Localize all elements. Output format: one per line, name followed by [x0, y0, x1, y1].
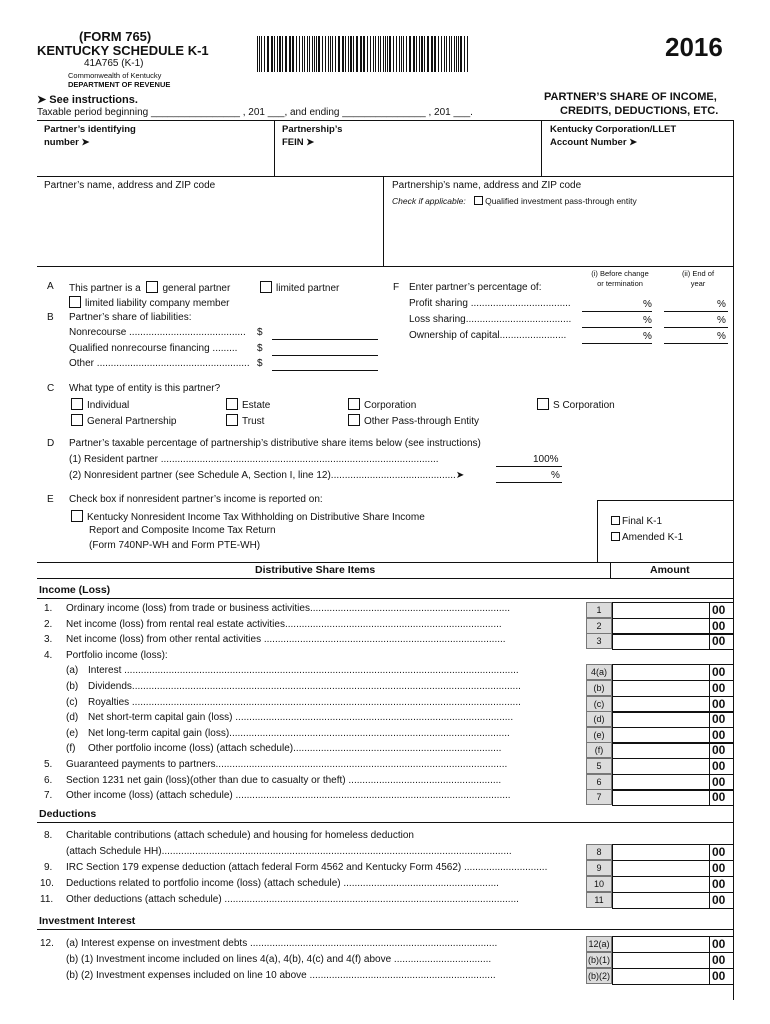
ownership-capital-label: Ownership of capital........................: [409, 330, 567, 341]
table-header-items: Distributive Share Items: [255, 564, 376, 576]
trust-checkbox[interactable]: [226, 414, 238, 426]
capital-end-input[interactable]: [664, 343, 728, 344]
line-box: 1: [586, 602, 612, 618]
form-title: KENTUCKY SCHEDULE K-1: [37, 43, 209, 58]
department-label: DEPARTMENT OF REVENUE: [68, 80, 171, 89]
llet-account-input[interactable]: [640, 137, 730, 167]
llc-member-label: limited liability company member: [85, 298, 230, 309]
corporation-checkbox[interactable]: [348, 398, 360, 410]
section-d-title: Partner’s taxable percentage of partnership’s distributive share items below (see instructions): [69, 438, 481, 449]
percent-sign: %: [643, 315, 652, 326]
section-a-letter: A: [47, 281, 54, 292]
nonrecourse-label: Nonrecourse ..........................................: [69, 327, 246, 338]
subform-number: 41A765 (K-1): [84, 58, 144, 69]
percent-sign: %: [717, 315, 726, 326]
taxable-period: Taxable period beginning ________________ , 201 ___, and ending _______________ , 201 ___.: [37, 107, 473, 118]
section-a-text: This partner is a: [69, 283, 141, 294]
section-e-title: Check box if nonresident partner’s income is reported on:: [69, 494, 323, 505]
line-box: 8: [586, 844, 612, 860]
other-liabilities-input[interactable]: [272, 370, 378, 371]
nonrecourse-input[interactable]: [272, 339, 378, 340]
line-10-text: Deductions related to portfolio income (loss) (attach schedule) ........................................................: [66, 878, 499, 889]
nonresident-withholding-checkbox[interactable]: [71, 510, 83, 522]
line-box: (b)(2): [586, 968, 612, 984]
line-12b2-text: (b) (2) Investment expenses included on line 10 above ...................................................................: [66, 970, 496, 981]
llet-label: Kentucky Corporation/LLET: [550, 124, 677, 135]
cents: 00: [712, 937, 726, 951]
section-e-letter: E: [47, 494, 54, 505]
final-k1-label: Final K-1: [622, 516, 663, 527]
line-12b1-text: (b) (1) Investment income included on lines 4(a), 4(b), 4(c) and 4(f) above ...................................: [66, 954, 492, 965]
qualified-checkbox[interactable]: [474, 196, 483, 205]
percent-sign: %: [643, 299, 652, 310]
line-box: (b): [586, 680, 612, 696]
line-text: Section 1231 net gain (loss)(other than due to casualty or theft) .......................................................: [66, 775, 502, 786]
percent-sign: %: [717, 299, 726, 310]
resident-percent: 100%: [533, 454, 559, 465]
section-b-letter: B: [47, 312, 54, 323]
general-partnership-label: General Partnership: [87, 416, 177, 427]
llc-member-checkbox[interactable]: [69, 296, 81, 308]
cents: 00: [712, 634, 726, 648]
general-partner-label: general partner: [162, 283, 231, 294]
line-number: 10.: [40, 878, 54, 889]
line-text: Net income (loss) from rental real estate activities..............................................................................: [66, 619, 502, 630]
nonresident-withholding-line1: Kentucky Nonresident Income Tax Withholding on Distributive Share Income: [87, 512, 425, 523]
line-sub-letter: (a): [66, 665, 79, 676]
individual-label: Individual: [87, 400, 130, 411]
line-12a-text: (a) Interest expense on investment debts .........................................................................................: [66, 938, 498, 949]
individual-checkbox[interactable]: [71, 398, 83, 410]
income-section-title: Income (Loss): [39, 584, 111, 596]
line-sub-letter: (d): [66, 712, 79, 723]
cents: 00: [712, 877, 726, 891]
corporation-label: Corporation: [364, 400, 417, 411]
partner-id-input[interactable]: [150, 124, 268, 166]
line-8-text-2: (attach Schedule HH)..............................................................................................................................: [66, 846, 512, 857]
see-instructions: ➤ See instructions.: [37, 94, 138, 106]
cents: 00: [712, 845, 726, 859]
cents: 00: [712, 743, 726, 757]
llet-label-2: Account Number ➤: [550, 137, 638, 148]
line-9-text: IRC Section 179 expense deduction (attach federal Form 4562 and Kentucky Form 4562) ..............................: [66, 862, 548, 873]
section-c-letter: C: [47, 383, 55, 394]
line-box: 6: [586, 774, 612, 790]
line-text: Royalties ............................................................................................................................................: [88, 697, 521, 708]
fein-input[interactable]: [360, 124, 536, 166]
fein-label-2: FEIN ➤: [282, 137, 315, 148]
line-number: 5.: [44, 759, 53, 770]
cents: 00: [712, 893, 726, 907]
line-box: 4(a): [586, 664, 612, 680]
line-text: Net income (loss) from other rental activities .......................................................................................: [66, 634, 506, 645]
line-sub-letter: (c): [66, 697, 78, 708]
percent-sign: %: [551, 470, 560, 481]
profit-end-input[interactable]: [664, 311, 728, 312]
line-number: 4.: [44, 650, 53, 661]
commonwealth-label: Commonwealth of Kentucky: [68, 71, 162, 80]
line-text: Dividends............................................................................................................................................: [88, 681, 521, 692]
partnership-name-input[interactable]: [392, 212, 728, 262]
share-title-line2: CREDITS, DEDUCTIONS, ETC.: [560, 105, 719, 117]
line-text: Other income (loss) (attach schedule) ...................................................................................................: [66, 790, 511, 801]
line-text: Interest ..............................................................................................................................................: [88, 665, 519, 676]
capital-before-input[interactable]: [582, 343, 652, 344]
section-b-title: Partner’s share of liabilities:: [69, 312, 192, 323]
line-8-text: Charitable contributions (attach schedule) and housing for homeless deduction: [66, 830, 414, 841]
form-number: (FORM 765): [79, 29, 152, 44]
tax-year: 2016: [665, 32, 723, 62]
cents: 00: [712, 665, 726, 679]
cents: 00: [712, 953, 726, 967]
general-partner-checkbox[interactable]: [146, 281, 158, 293]
dollar-sign: $: [257, 343, 263, 354]
line-box: (c): [586, 696, 612, 712]
amended-k1-checkbox[interactable]: [611, 532, 620, 541]
estate-label: Estate: [242, 400, 271, 411]
s-corporation-checkbox[interactable]: [537, 398, 549, 410]
loss-before-input[interactable]: [582, 327, 652, 328]
dollar-sign: $: [257, 358, 263, 369]
profit-before-input[interactable]: [582, 311, 652, 312]
partner-id-label: Partner’s identifying: [44, 124, 136, 135]
percent-sign: %: [643, 331, 652, 342]
line-text: Guaranteed payments to partners.........................................................................................................: [66, 759, 508, 770]
line-number: 7.: [44, 790, 53, 801]
col-end-of-year: (ii) End of year: [681, 269, 715, 288]
fein-label: Partnership’s: [282, 124, 343, 135]
line-box: (f): [586, 742, 612, 758]
section-c-title: What type of entity is this partner?: [69, 383, 221, 394]
cents: 00: [712, 861, 726, 875]
line-sub-letter: (f): [66, 743, 76, 754]
loss-sharing-label: Loss sharing......................................: [409, 314, 572, 325]
profit-sharing-label: Profit sharing ....................................: [409, 298, 571, 309]
line-number: 8.: [44, 830, 53, 841]
limited-partner-checkbox[interactable]: [260, 281, 272, 293]
check-if-applicable: Check if applicable:: [392, 196, 466, 206]
cents: 00: [712, 681, 726, 695]
other-pass-through-label: Other Pass-through Entity: [364, 416, 480, 427]
cents: 00: [712, 697, 726, 711]
share-title-line1: PARTNER’S SHARE OF INCOME,: [544, 91, 717, 103]
partnership-name-label: Partnership’s name, address and ZIP code: [392, 180, 582, 191]
cents: 00: [712, 775, 726, 789]
col-before-change: (i) Before change or termination: [591, 269, 649, 288]
line-box: 2: [586, 618, 612, 634]
qualified-label: Qualified investment pass-through entity: [485, 196, 637, 206]
nonresident-percent-input[interactable]: [496, 482, 562, 483]
line-sub-letter: (e): [66, 728, 79, 739]
line-box: 10: [586, 876, 612, 892]
partner-name-label: Partner’s name, address and ZIP code: [44, 180, 216, 191]
line-box: (d): [586, 711, 612, 727]
line-sub-letter: (b): [66, 681, 79, 692]
cents: 00: [712, 790, 726, 804]
cents: 00: [712, 619, 726, 633]
line-number: 12.: [40, 938, 54, 949]
section-f-letter: F: [393, 282, 400, 293]
nonresident-withholding-line2: Report and Composite Income Tax Return: [89, 525, 276, 536]
line-number: 11.: [40, 894, 54, 905]
line-number: 3.: [44, 634, 53, 645]
line-box: 3: [586, 633, 612, 649]
partner-name-input[interactable]: [44, 194, 378, 262]
cents: 00: [712, 712, 726, 726]
line-text: Net long-term capital gain (loss).....................................................................................................: [88, 728, 510, 739]
nonresident-partner-label: (2) Nonresident partner (see Schedule A, Section I, line 12).............................................➤: [69, 470, 465, 481]
section-f-title: Enter partner’s percentage of:: [409, 282, 542, 293]
nonresident-withholding-line3: (Form 740NP-WH and Form PTE-WH): [89, 540, 261, 551]
cents: 00: [712, 728, 726, 742]
qualified-nonrecourse-label: Qualified nonrecourse financing .........: [69, 343, 238, 354]
percent-sign: %: [717, 331, 726, 342]
line-box: 7: [586, 789, 612, 805]
section-d-letter: D: [47, 438, 55, 449]
line-text: Ordinary income (loss) from trade or business activities........................................................................: [66, 603, 511, 614]
line-text: Net short-term capital gain (loss) ....................................................................................................: [88, 712, 514, 723]
s-corporation-label: S Corporation: [553, 400, 615, 411]
table-header-amount: Amount: [650, 564, 690, 576]
line-number: 2.: [44, 619, 53, 630]
line-text: Portfolio income (loss):: [66, 650, 168, 661]
limited-partner-label: limited partner: [276, 283, 340, 294]
estate-checkbox[interactable]: [226, 398, 238, 410]
line-box: 9: [586, 860, 612, 876]
qualified-nonrecourse-input[interactable]: [272, 355, 378, 356]
line-box: (e): [586, 727, 612, 743]
line-box: (b)(1): [586, 952, 612, 968]
cents: 00: [712, 603, 726, 617]
line-box: 5: [586, 758, 612, 774]
dollar-sign: $: [257, 327, 263, 338]
cents: 00: [712, 759, 726, 773]
investment-section-title: Investment Interest: [39, 915, 136, 927]
line-number: 1.: [44, 603, 53, 614]
line-box: 12(a): [586, 936, 612, 952]
line-number: 9.: [44, 862, 53, 873]
amended-k1-label: Amended K-1: [622, 532, 684, 543]
barcode: [255, 34, 473, 76]
deductions-section-title: Deductions: [39, 808, 97, 820]
line-text: Other portfolio income (loss) (attach schedule)...........................................................................: [88, 743, 502, 754]
loss-end-input[interactable]: [664, 327, 728, 328]
line-11-text: Other deductions (attach schedule) ..........................................................................................................: [66, 894, 519, 905]
trust-label: Trust: [242, 416, 265, 427]
resident-partner-label: (1) Resident partner ....................................................................................................: [69, 454, 439, 465]
cents: 00: [712, 969, 726, 983]
partner-id-label-2: number ➤: [44, 137, 90, 148]
line-box: 11: [586, 892, 612, 908]
other-pass-through-checkbox[interactable]: [348, 414, 360, 426]
other-liabilities-label: Other .......................................................: [69, 358, 250, 369]
line-number: 6.: [44, 775, 53, 786]
general-partnership-checkbox[interactable]: [71, 414, 83, 426]
final-k1-checkbox[interactable]: [611, 516, 620, 525]
